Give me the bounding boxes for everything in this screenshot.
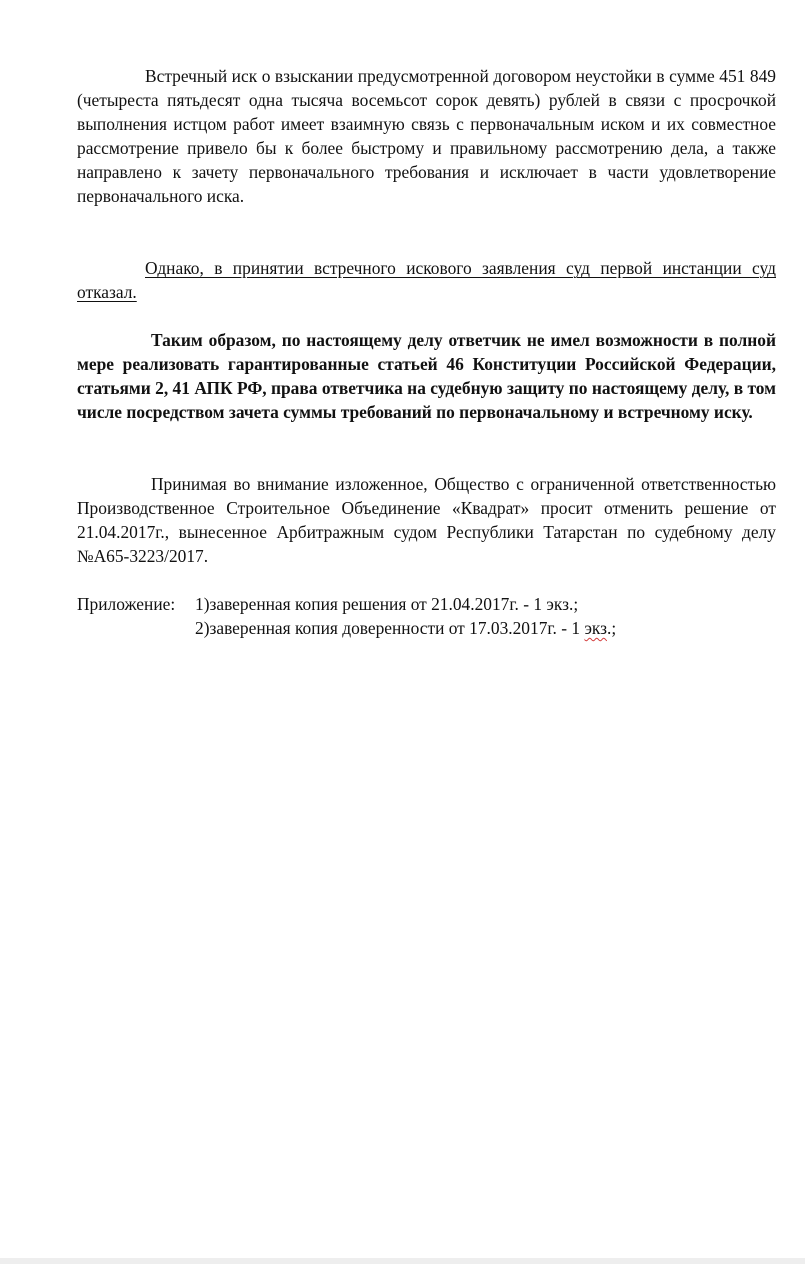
appendix-label: Приложение: <box>77 594 176 614</box>
appendix-item-2-text: 2)заверенная копия доверенности от 17.03.2017г. - 1 <box>195 618 585 638</box>
paragraph-conclusion: Таким образом, по настоящему делу ответчик не имел возможности в полной мере реализовать гарантированные статьей 46 Конституции Российской Федерации, статьями 2, 41 АПК РФ, права ответчика на судебную защиту по настоящему делу, в том числе посредством зачета суммы требований по первоначальному и встречному иску. <box>77 330 776 422</box>
appendix-item-1-row <box>77 592 776 616</box>
appendix-item-1: 1)заверенная копия решения от 21.04.2017г. - 1 экз.; <box>195 594 579 614</box>
paragraph-refusal: Однако, в принятии встречного искового заявления суд первой инстанции суд отказал. <box>77 258 776 302</box>
spellcheck-flagged-word[interactable]: экз <box>584 618 607 638</box>
paragraph-counterclaim: Встречный иск о взыскании предусмотренной договором неустойки в сумме 451 849 (четыреста пятьдесят одна тысяча восемьсот сорок девять) рублей в связи с просрочкой выполнения истцом работ имеет взаимную связь с первоначальным иском и их совместное рассмотрение привело бы к более быстрому и правильному рассмотрению дела, а также направлено к зачету первоначального требования и исключает в части удовлетворение первоначального иска. <box>77 66 776 206</box>
page-bottom-edge <box>0 1258 805 1264</box>
appendix-item-2-row <box>77 616 776 640</box>
appendix-item-2-suffix: .; <box>607 618 617 638</box>
paragraph-request: Принимая во внимание изложенное, Общество с ограниченной ответственностью Производственное Строительное Объединение «Квадрат» просит отменить решение от 21.04.2017г., вынесенное Арбитражным судом Республики Татарстан по судебному делу №А65-3223/2017. <box>77 474 776 566</box>
appendix-list <box>77 592 776 640</box>
